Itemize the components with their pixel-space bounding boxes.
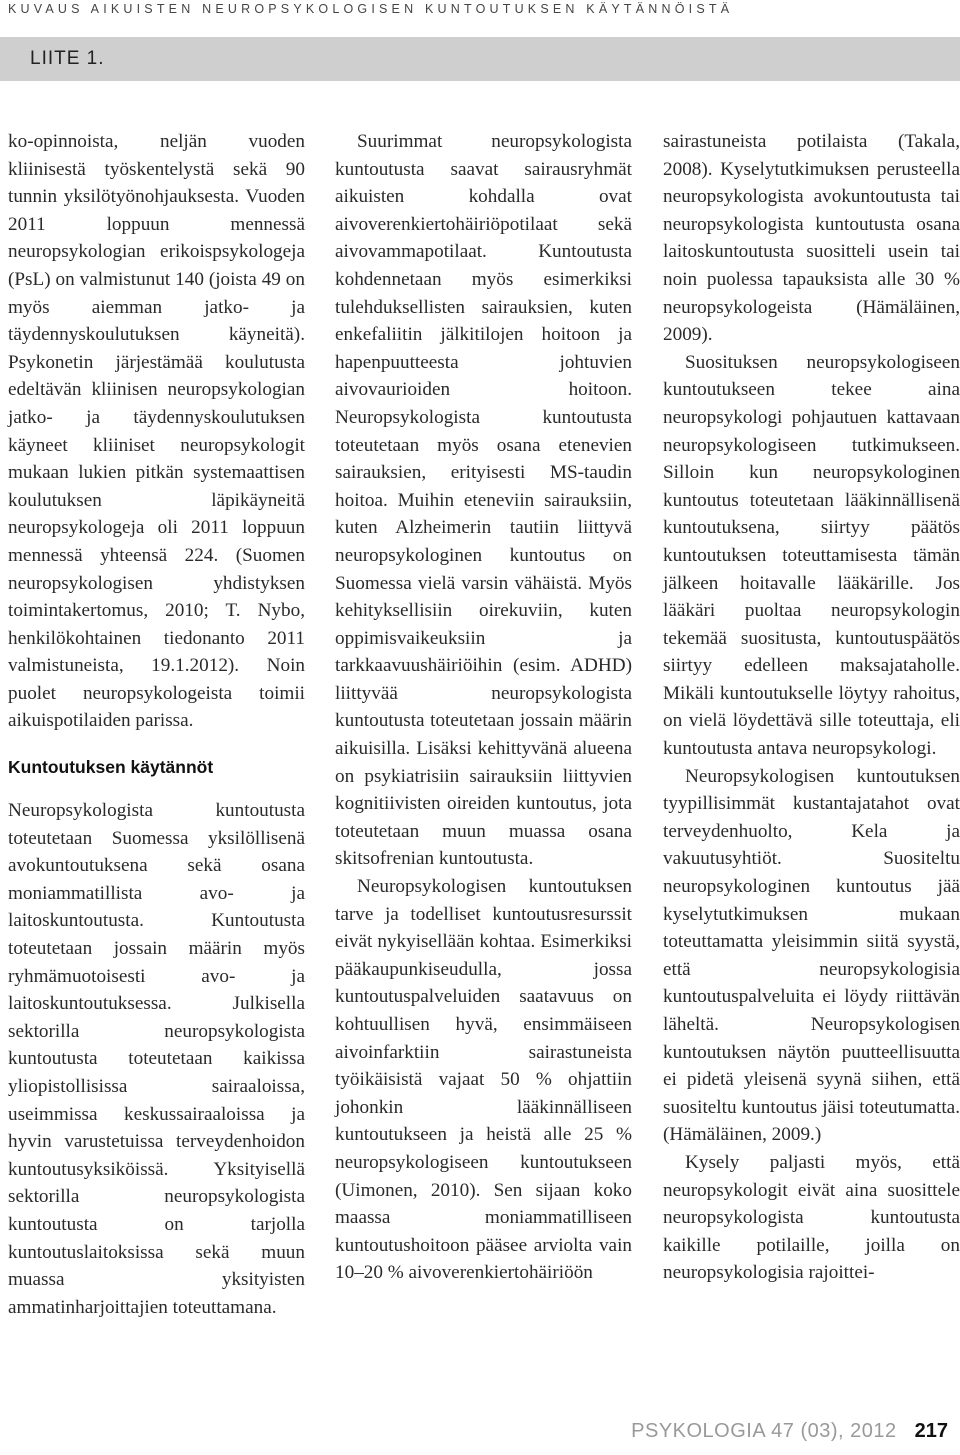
- text-column-3: [663, 128, 960, 1287]
- paragraph: Kysely paljasti myös, että neuropsykologit eivät aina suosittele neuropsykologista kuntoutusta kaikille potilaille, joilla on neuropsykologisia rajoittei-: [663, 1151, 960, 1284]
- text-column-1: [8, 128, 305, 1321]
- section-heading: Kuntoutuksen käytännöt: [8, 757, 214, 778]
- paragraph: sairastuneista potilaista (Takala, 2008). Kyselytutkimuksen perusteella neuropsykologista avokuntoutusta tai neuropsykologista kuntoutusta osana laitoskuntoutusta suositteli usein tai noin puolessa tapauksista alle 30 % neuropsykologeista (Hämäläinen, 2009).: [663, 131, 960, 346]
- paragraph: Neuropsykologisen kuntoutuksen tyypillisimmät kustantajatahot ovat terveydenhuolto, Kela ja vakuutusyhtiöt. Suositeltu neuropsykologinen kuntoutus jää kyselytutkimuksen mukaan toteuttamatta yleisimmin siitä syystä, että neuropsykologisia kuntoutuspalveluita ei löydy riittävän läheltä. Neuropsykologisen kuntoutuksen näytön puutteellisuutta ei pidetä yleisenä syynä siihen, että suositeltu kuntoutus jäisi toteutumatta. (Hämäläinen, 2009.): [663, 765, 960, 1146]
- page-footer: [631, 1420, 948, 1443]
- paragraph: Suurimmat neuropsykologista kuntoutusta saavat sairausryhmät aikuisten kohdalla ovat aivoverenkiertohäiriöpotilaat sekä aivovammapotilaat. Kuntoutusta kohdennetaan myös esimerkiksi tulehduksellisten sairauksien, kuten enkefaliitin jälkitilojen hoitoon ja hapenpuutteesta johtuvien aivovaurioiden hoitoon. Neuropsykologista kuntoutusta toteutetaan myös osana etenevien sairauksien, erityisesti MS-taudin hoitoa. Muihin eteneviin sairauksiin, kuten Alzheimerin tautiin liittyvä neuropsykologinen kuntoutus on Suomessa vielä varsin vähäistä. Myös kehityksellisiin oirekuviin, kuten oppimisvaikeuksiin ja tarkkaavuushäiriöihin (esim. ADHD) liittyvää neuropsykologista kuntoutusta toteutetaan jossain määrin aikuisilla. Lisäksi kehittyvänä alueena on psykiatrisiin sairauksiin liittyvien kognitiivisten oireiden kuntoutus, jota toteutetaan muun muassa osana skitsofrenian kuntoutusta.: [335, 131, 632, 870]
- paragraph: Neuropsykologista kuntoutusta toteutetaan Suomessa yksilöllisenä avokuntoutuksena sekä osana moniammatillista avo- ja laitoskuntoutusta. Kuntoutusta toteutetaan jossain määrin myös ryhmämuotoisesti avo- ja laitoskuntoutuksessa. Julkisella sektorilla neuropsykologista kuntoutusta toteutetaan kaikissa yliopistollisissa sairaaloissa, useimmissa keskussairaaloissa ja hyvin varustetuissa terveydenhoidon kuntoutusyksiköissä. Yksityisellä sektorilla neuropsykologista kuntoutusta on tarjolla kuntoutuslaitoksissa sekä muun muassa yksityisten ammatinharjoittajien toteuttamana.: [8, 800, 305, 1318]
- page-number: 217: [914, 1420, 948, 1442]
- journal-citation: PSYKOLOGIA 47 (03), 2012: [631, 1420, 897, 1442]
- paragraph: ko-opinnoista, neljän vuoden kliinisestä työskentelystä sekä 90 tunnin yksilötyönohjauksesta. Vuoden 2011 loppuun mennessä neuropsykologian erikoispsykologeja (PsL) on valmistunut 140 (joista 49 on myös aiemman jatko- ja täydennyskoulutuksen käyneitä). Psykonetin järjestämää koulutusta edeltävän kliinisen neuropsykologian jatko- ja täydennyskoulutuksen käyneet kliiniset neuropsykologit mukaan lukien pitkän systemaattisen koulutuksen läpikäyneitä neuropsykologeja oli 2011 loppuun mennessä yhteensä 224. (Suomen neuropsykologisen yhdistyksen toimintakertomus, 2010; T. Nybo, henkilökohtainen tiedonanto 2011 valmistuneista, 19.1.2012). Noin puolet neuropsykologeista toimii aikuispotilaiden parissa.: [8, 131, 305, 732]
- paragraph: Neuropsykologisen kuntoutuksen tarve ja todelliset kuntoutusresurssit eivät nykyisellään kohtaa. Esimerkiksi pääkaupunkiseudulla, jossa kuntoutuspalveluiden saatavuus on kohtuullisen hyvä, ensimmäiseen aivoinfarktiin sairastuneista työikäisistä vajaat 50 % ohjattiin johonkin lääkinnälliseen kuntoutukseen ja heistä alle 25 % neuropsykologiseen kuntoutukseen (Uimonen, 2010). Sen sijaan koko maassa moniammatilliseen kuntoutushoitoon pääsee arviolta vain 10–20 % aivoverenkiertohäiriöön: [335, 876, 632, 1284]
- running-header: KUVAUS AIKUISTEN NEUROPSYKOLOGISEN KUNTOUTUKSEN KÄYTÄNNÖISTÄ: [8, 2, 734, 16]
- appendix-banner: [0, 37, 960, 81]
- paragraph: Suosituksen neuropsykologiseen kuntoutukseen tekee aina neuropsykologi pohjautuen kattavaan neuropsykologiseen tutkimukseen. Silloin kun neuropsykologinen kuntoutus toteutetaan lääkinnällisenä kuntoutuksena, siirtyy päätös kuntoutuksen toteuttamisesta tämän jälkeen hoitavalle lääkärille. Jos lääkäri puoltaa neuropsykologin tekemää suositusta, kuntoutuspäätös siirtyy edelleen maksajataholle. Mikäli kuntoutukselle löytyy rahoitus, on vielä löydettävä sille toteuttaja, eli kuntoutusta antava neuropsykologi.: [663, 351, 960, 760]
- appendix-label: LIITE 1.: [30, 48, 105, 69]
- text-column-2: [335, 128, 632, 1287]
